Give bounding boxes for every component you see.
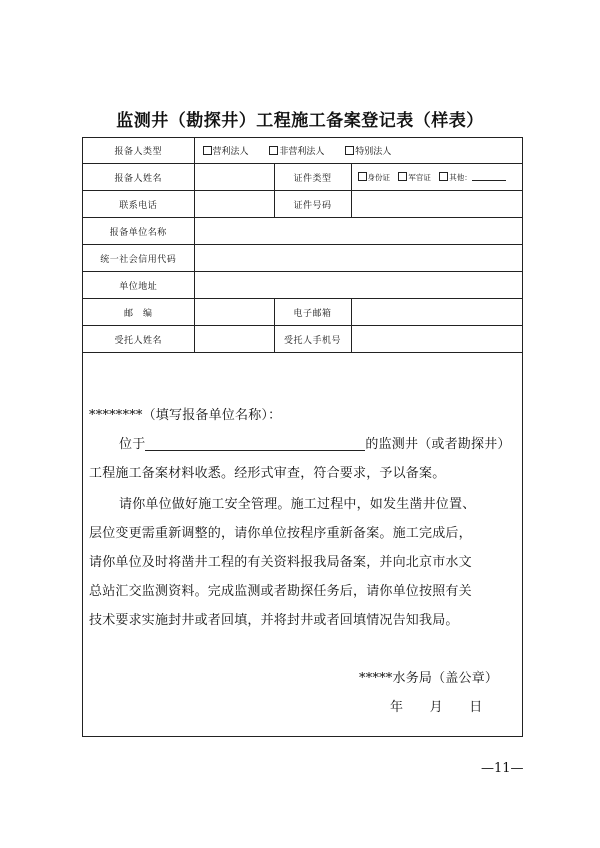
notice-paragraph-2-line-4: 总站汇交监测资料。完成监测或者勘探任务后，请你单位按照有关 bbox=[89, 584, 472, 599]
checkbox-icon[interactable] bbox=[269, 146, 278, 155]
page-title: 监测井（勘探井）工程施工备案登记表（样表） bbox=[116, 111, 484, 131]
email-field[interactable] bbox=[351, 299, 522, 326]
option-for-profit[interactable] bbox=[203, 144, 249, 157]
option-label: 营利法人 bbox=[212, 147, 249, 157]
notice-paragraph-2-line-1: 请你单位做好施工安全管理。施工过程中，如发生凿井位置、 bbox=[119, 497, 476, 512]
phone-label: 联系电话 bbox=[83, 191, 194, 218]
agent-name-label: 受托人姓名 bbox=[83, 326, 194, 353]
row-phone bbox=[83, 191, 522, 218]
postcode-label: 邮 编 bbox=[83, 299, 194, 326]
notice-paragraph-2-line-2: 层位变更需重新调整的，请你单位按程序重新备案。施工完成后， bbox=[89, 526, 472, 541]
option-special[interactable] bbox=[345, 144, 391, 157]
address-field[interactable] bbox=[194, 272, 522, 299]
issuer-signature: *****水务局（盖公章） bbox=[359, 671, 499, 686]
agent-name-field[interactable] bbox=[194, 326, 274, 353]
checkbox-icon[interactable] bbox=[345, 146, 354, 155]
filer-name-label: 报备人姓名 bbox=[83, 164, 194, 191]
salutation: ********（填写报备单位名称）： bbox=[89, 408, 282, 423]
other-blank-line[interactable] bbox=[472, 173, 506, 181]
id-number-label: 证件号码 bbox=[274, 191, 351, 218]
row-unit-name bbox=[83, 218, 522, 245]
option-label: 身份证 bbox=[367, 172, 390, 182]
option-label: 其他： bbox=[449, 172, 472, 182]
address-label: 单位地址 bbox=[83, 272, 194, 299]
issue-date: 年 月 日 bbox=[390, 700, 483, 715]
option-military-id[interactable] bbox=[398, 172, 431, 183]
form-grid bbox=[83, 138, 522, 353]
option-label: 特别法人 bbox=[355, 147, 392, 157]
page-number: —11— bbox=[481, 761, 524, 776]
option-non-profit[interactable] bbox=[269, 144, 324, 157]
checkbox-icon[interactable] bbox=[398, 172, 407, 181]
notice-paragraph-2-line-3: 请你单位及时将凿井工程的有关资料报我局备案，并向北京市水文 bbox=[89, 555, 472, 570]
filer-type-options bbox=[194, 138, 522, 164]
phone-field[interactable] bbox=[194, 191, 274, 218]
row-filer-type bbox=[83, 138, 522, 164]
checkbox-icon[interactable] bbox=[203, 146, 212, 155]
id-type-label: 证件类型 bbox=[274, 164, 351, 191]
option-label: 军官证 bbox=[408, 172, 431, 182]
notice-paragraph-1-line-2: 工程施工备案材料收悉。经形式审查，符合要求，予以备案。 bbox=[89, 466, 446, 481]
id-number-field[interactable] bbox=[351, 191, 522, 218]
row-postcode bbox=[83, 299, 522, 326]
registration-form bbox=[82, 137, 523, 737]
agent-phone-label: 受托人手机号 bbox=[274, 326, 351, 353]
option-id-card[interactable] bbox=[358, 172, 391, 183]
checkbox-icon[interactable] bbox=[439, 172, 448, 181]
filer-type-label: 报备人类型 bbox=[83, 138, 194, 164]
row-filer-name bbox=[83, 164, 522, 191]
credit-code-field[interactable] bbox=[194, 245, 522, 272]
row-address bbox=[83, 272, 522, 299]
row-credit-code bbox=[83, 245, 522, 272]
postcode-field[interactable] bbox=[194, 299, 274, 326]
p1-suffix: 的监测井（或者勘探井） bbox=[365, 437, 511, 452]
filer-name-field[interactable] bbox=[194, 164, 274, 191]
option-label: 非营利法人 bbox=[279, 147, 325, 157]
checkbox-icon[interactable] bbox=[358, 172, 367, 181]
option-other[interactable] bbox=[439, 172, 506, 183]
row-agent bbox=[83, 326, 522, 353]
unit-name-field[interactable] bbox=[194, 218, 522, 245]
unit-name-label: 报备单位名称 bbox=[83, 218, 194, 245]
p1-prefix: 位于 bbox=[119, 437, 146, 452]
agent-phone-field[interactable] bbox=[351, 326, 522, 353]
notice-paragraph-2-line-5: 技术要求实施封井或者回填，并将封井或者回填情况告知我局。 bbox=[89, 613, 459, 628]
email-label: 电子邮箱 bbox=[274, 299, 351, 326]
location-fill-line[interactable] bbox=[145, 437, 365, 451]
notice-paragraph-1-line-1 bbox=[119, 433, 511, 452]
credit-code-label: 统一社会信用代码 bbox=[83, 245, 194, 272]
id-type-options bbox=[351, 164, 522, 191]
